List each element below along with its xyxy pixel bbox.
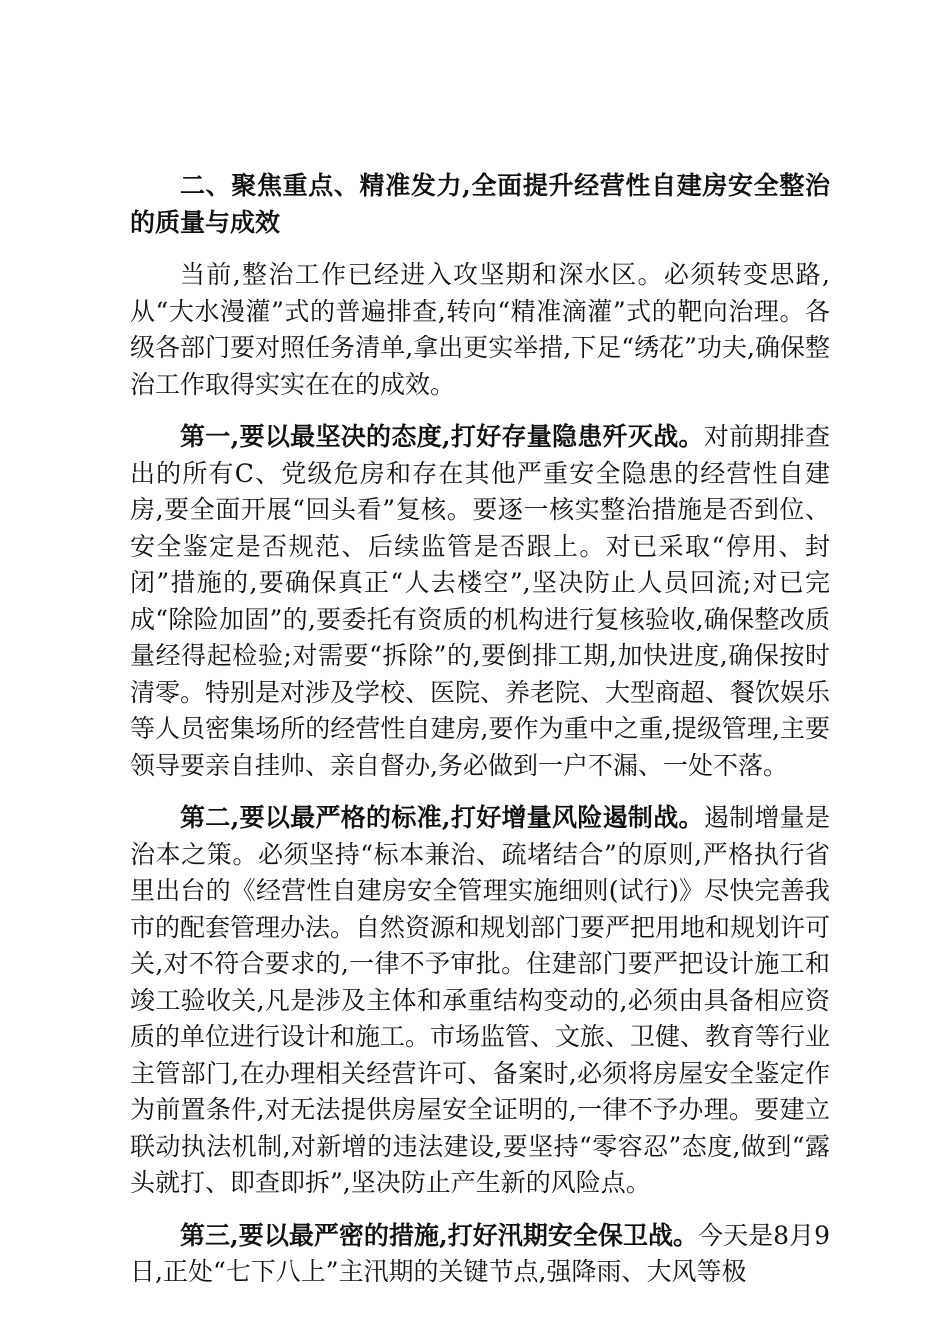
paragraph-first	[130, 419, 830, 784]
paragraph-third	[130, 1218, 830, 1291]
section-heading: 二、聚焦重点、精准发力,全面提升经营性自建房安全整治的质量与成效	[130, 171, 830, 237]
paragraph-second-body: 遏制增量是治本之策。必须坚持“标本兼治、疏堵结合”的原则,严格执行省里出台的《经营性自建房安全管理实施细则(试行)》尽快完善我市的配套管理办法。自然资源和规划部门要严把用地和规划许可关,对不符合要求的,一律不予审批。住建部门要严把设计施工和竣工验收关,凡是涉及主体和承重结构变动的,必须由具备相应资质的单位进行设计和施工。市场监管、文旅、卫健、教育等行业主管部门,在办理相关经营许可、备案时,必须将房屋安全鉴定作为前置条件,对无法提供房屋安全证明的,一律不予办理。要建立联动执法机制,对新增的违法建设,要坚持“零容忍”态度,做到“露头就打、即查即拆”,坚决防止产生新的风险点。	[130, 803, 831, 1197]
paragraph-first-lead: 第一,要以最坚决的态度,打好存量隐患歼灭战。	[180, 422, 704, 451]
paragraph-third-lead: 第三,要以最严密的措施,打好汛期安全保卫战。	[180, 1220, 699, 1250]
paragraph-second-lead: 第二,要以最严格的标准,打好增量风险遏制战。	[180, 803, 704, 832]
paragraph-third-body: 今天是8月9日,正处“七下八上”主汛期的关键节点,强降雨、大风等极	[130, 1220, 831, 1286]
paragraph-first-body: 对前期排查出的所有C、党级危房和存在其他严重安全隐患的经营性自建房,要全面开展“回头看”复核。要逐一核实整治措施是否到位、安全鉴定是否规范、后续监管是否跟上。对已采取“停用、封闭”措施的,要确保真正“人去楼空”,坚决防止人员回流;对已完成“除险加固”的,要委托有资质的机构进行复核验收,确保整改质量经得起检验;对需要“拆除”的,要倒排工期,加快进度,确保按时清零。特别是对涉及学校、医院、养老院、大型商超、餐饮娱乐等人员密集场所的经营性自建房,要作为重中之重,提级管理,主要领导要亲自挂帅、亲自督办,务必做到一户不漏、一处不落。	[130, 422, 831, 780]
intro-paragraph: 当前,整治工作已经进入攻坚期和深水区。必须转变思路,从“大水漫灌”式的普遍排查,转向“精准滴灌”式的靶向治理。各级各部门要对照任务清单,拿出更实举措,下足“绣花”功夫,确保整治工作取得实实在在的成效。	[130, 260, 830, 399]
document-body	[130, 168, 830, 1307]
paragraph-second	[130, 800, 830, 1202]
